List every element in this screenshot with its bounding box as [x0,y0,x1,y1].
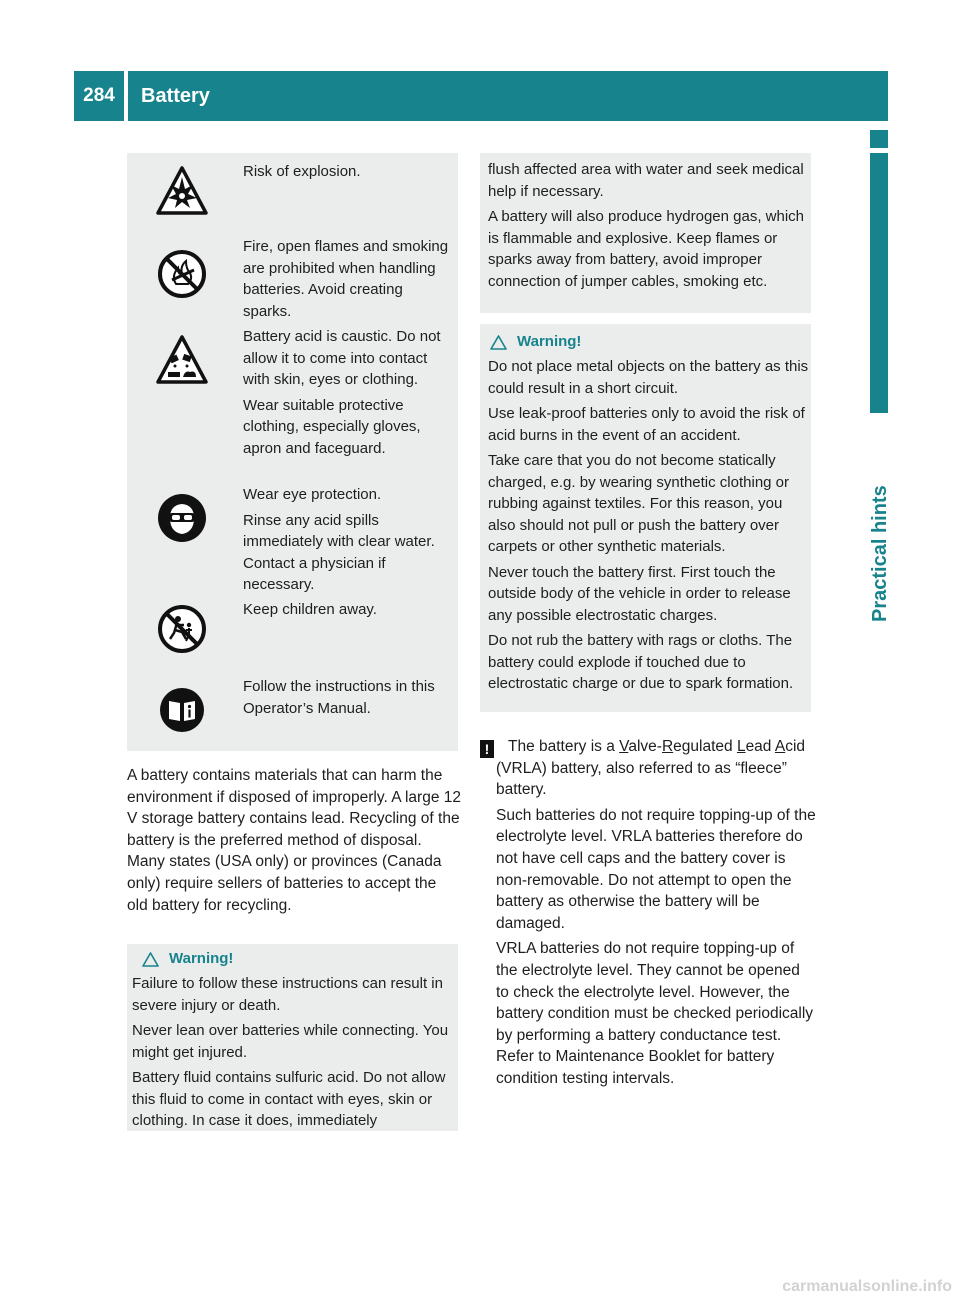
symbol-text: Wear eye protection. [243,486,382,503]
warning-box-1 [127,944,458,1131]
warning-title [142,949,458,969]
warning-title-text: Warning! [169,950,234,967]
symbol-text: Follow the instructions in this Operator’s Manual. [243,678,435,717]
manual-info-icon [156,684,208,736]
warning-body [488,159,808,292]
symbol-text: Risk of explosion. [243,163,361,180]
warning-triangle-icon [490,335,507,350]
warning-paragraph: Failure to follow these instructions can result in severe injury or death. [132,975,443,1014]
footer-watermark: carmanualsonline.info [782,1278,952,1295]
symbol-text: Wear suitable protective clothing, especially gloves, apron and faceguard. [243,396,421,457]
symbol-text: Battery acid is caustic. Do not allow it to come into contact with skin, eyes or clothing. [243,328,441,388]
note-text [496,736,816,1094]
symbol-text: Fire, open flames and smoking are prohibited when handling batteries. Avoid creating sparks. [243,238,449,320]
note-intro: The battery is a Valve-Regulated Lead Acid (VRLA) battery, also referred to as “fleece” battery. [496,738,806,799]
warning-triangle-icon [142,952,159,967]
warning-title-text: Warning! [517,333,582,350]
warning-paragraph: Take care that you do not become statically charged, e.g. by wearing synthetic clothing or rubbing against textiles. For this reason, you also should not pull or push the battery over carpets or other synthetic materials. [488,452,790,555]
keep-children-away-icon [156,603,208,655]
warning-paragraph: flush affected area with water and seek medical help if necessary. [488,161,804,200]
symbol-text-no-fire [243,236,453,326]
warning-paragraph: Battery fluid contains sulfuric acid. Do not allow this fluid to come in contact with eyes, skin or clothing. In case it does, immediately [132,1069,446,1129]
no-fire-smoking-icon [156,248,208,300]
symbol-text-manual [243,676,453,723]
section-label: Practical hints [869,485,891,622]
page-number: 284 [74,71,124,121]
eye-protection-icon [156,492,208,544]
safety-symbols-panel [127,153,458,751]
warning-title [490,332,811,352]
symbol-text: Rinse any acid spills immediately with clear water. Contact a physician if necessary. [243,511,435,593]
section-marker [870,130,888,148]
warning-box-2 [480,324,811,712]
symbol-text-keep-children-away [243,599,453,625]
warning-paragraph: Do not place metal objects on the battery as this could result in a short circuit. [488,358,809,397]
corrosive-warning-icon [156,334,208,386]
warning-paragraph: A battery will also produce hydrogen gas, which is flammable and explosive. Keep flames or sparks away from battery, avoid improper connection of jumper cables, smoking etc. [488,208,805,290]
warning-body [132,973,458,1132]
warning-body [488,356,810,695]
warning-paragraph: Use leak-proof batteries only to avoid the risk of acid burns in the event of an accident. [488,405,805,444]
symbol-text-corrosive [243,326,453,463]
disposal-paragraph: A battery contains materials that can harm the environment if disposed of improperly. A large 12 V storage battery contains lead. Recycling of the battery is the preferred method of disposal. Many states (USA only) or provinces (Canada only) require sellers of batteries to accept the old battery for recycling. [127,767,462,914]
warning-paragraph: Never touch the battery first. First touch the outside body of the vehicle in order to release any possible electrostatic charges. [488,563,791,624]
note-paragraph: Such batteries do not require topping-up of the electrolyte level. VRLA batteries therefore do not have cell caps and the battery cover is non-removable. Do not attempt to open the battery as otherwise the battery will be damaged. [496,806,816,932]
symbol-text-explosion [243,161,453,187]
section-bar [870,153,888,413]
note-paragraph: VRLA batteries do not require topping-up of the electrolyte level. They cannot be opened to check the electrolyte level. However, the battery condition must be checked periodically by performing a battery conductance test. Refer to Maintenance Booklet for battery condition testing intervals. [496,940,814,1087]
page-title: Battery [128,71,888,121]
warning-box-1-continued [480,153,811,313]
note-icon: ! [480,740,494,758]
symbol-text: Keep children away. [243,601,377,618]
warning-paragraph: Do not rub the battery with rags or cloths. The battery could explode if touched due to electrostatic charge or due to spark formation. [488,632,794,692]
explosion-warning-icon [156,165,208,217]
symbol-text-eye-protection [243,484,453,600]
warning-paragraph: Never lean over batteries while connecting. You might get injured. [132,1022,449,1061]
section-label-wrap [869,422,891,622]
